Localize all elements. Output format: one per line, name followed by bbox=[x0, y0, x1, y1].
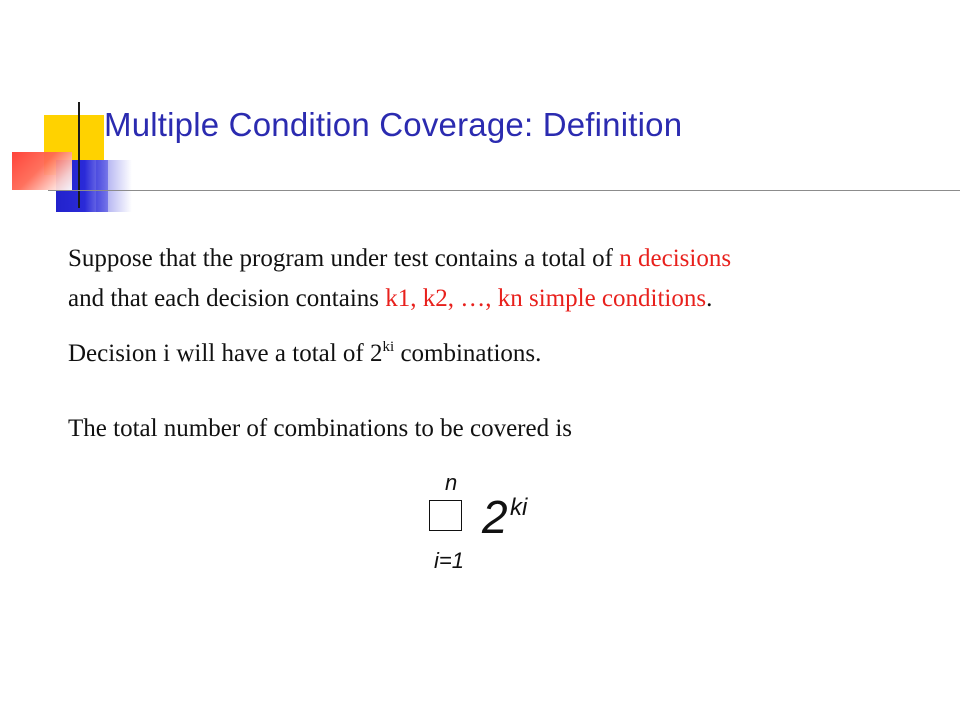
paragraph-conditions bbox=[68, 285, 712, 313]
paragraph-conditions-text: and that each decision contains bbox=[68, 285, 386, 312]
formula-upper-limit: n bbox=[445, 470, 458, 495]
logo-vertical-line bbox=[78, 102, 80, 208]
title-divider-line bbox=[48, 190, 960, 191]
slide-title: Multiple Condition Coverage: Definition bbox=[104, 106, 683, 143]
formula-base: 2 bbox=[482, 491, 508, 543]
formula-summation-box-icon bbox=[429, 500, 462, 531]
logo-blue-fade bbox=[96, 160, 132, 212]
logo-red-square bbox=[12, 152, 72, 190]
paragraph-decisions-text: Suppose that the program under test contains a total of bbox=[68, 245, 620, 272]
paragraph-conditions-period: . bbox=[706, 285, 713, 312]
paragraph-combinations-end: combinations. bbox=[394, 340, 542, 367]
exponent-ki: ki bbox=[382, 339, 395, 355]
paragraph-total: The total number of combinations to be covered is bbox=[68, 415, 573, 442]
formula-lower-limit: i=1 bbox=[434, 548, 464, 573]
sum-formula bbox=[420, 470, 550, 580]
highlight-n-decisions: n decisions bbox=[619, 245, 732, 272]
paragraph-combinations bbox=[68, 340, 541, 368]
paragraph-decisions bbox=[68, 245, 731, 273]
paragraph-combinations-text: Decision i will have a total of 2 bbox=[68, 340, 383, 367]
highlight-simple-conditions: k1, k2, …, kn simple conditions bbox=[385, 285, 707, 312]
formula-exponent: ki bbox=[510, 494, 528, 521]
